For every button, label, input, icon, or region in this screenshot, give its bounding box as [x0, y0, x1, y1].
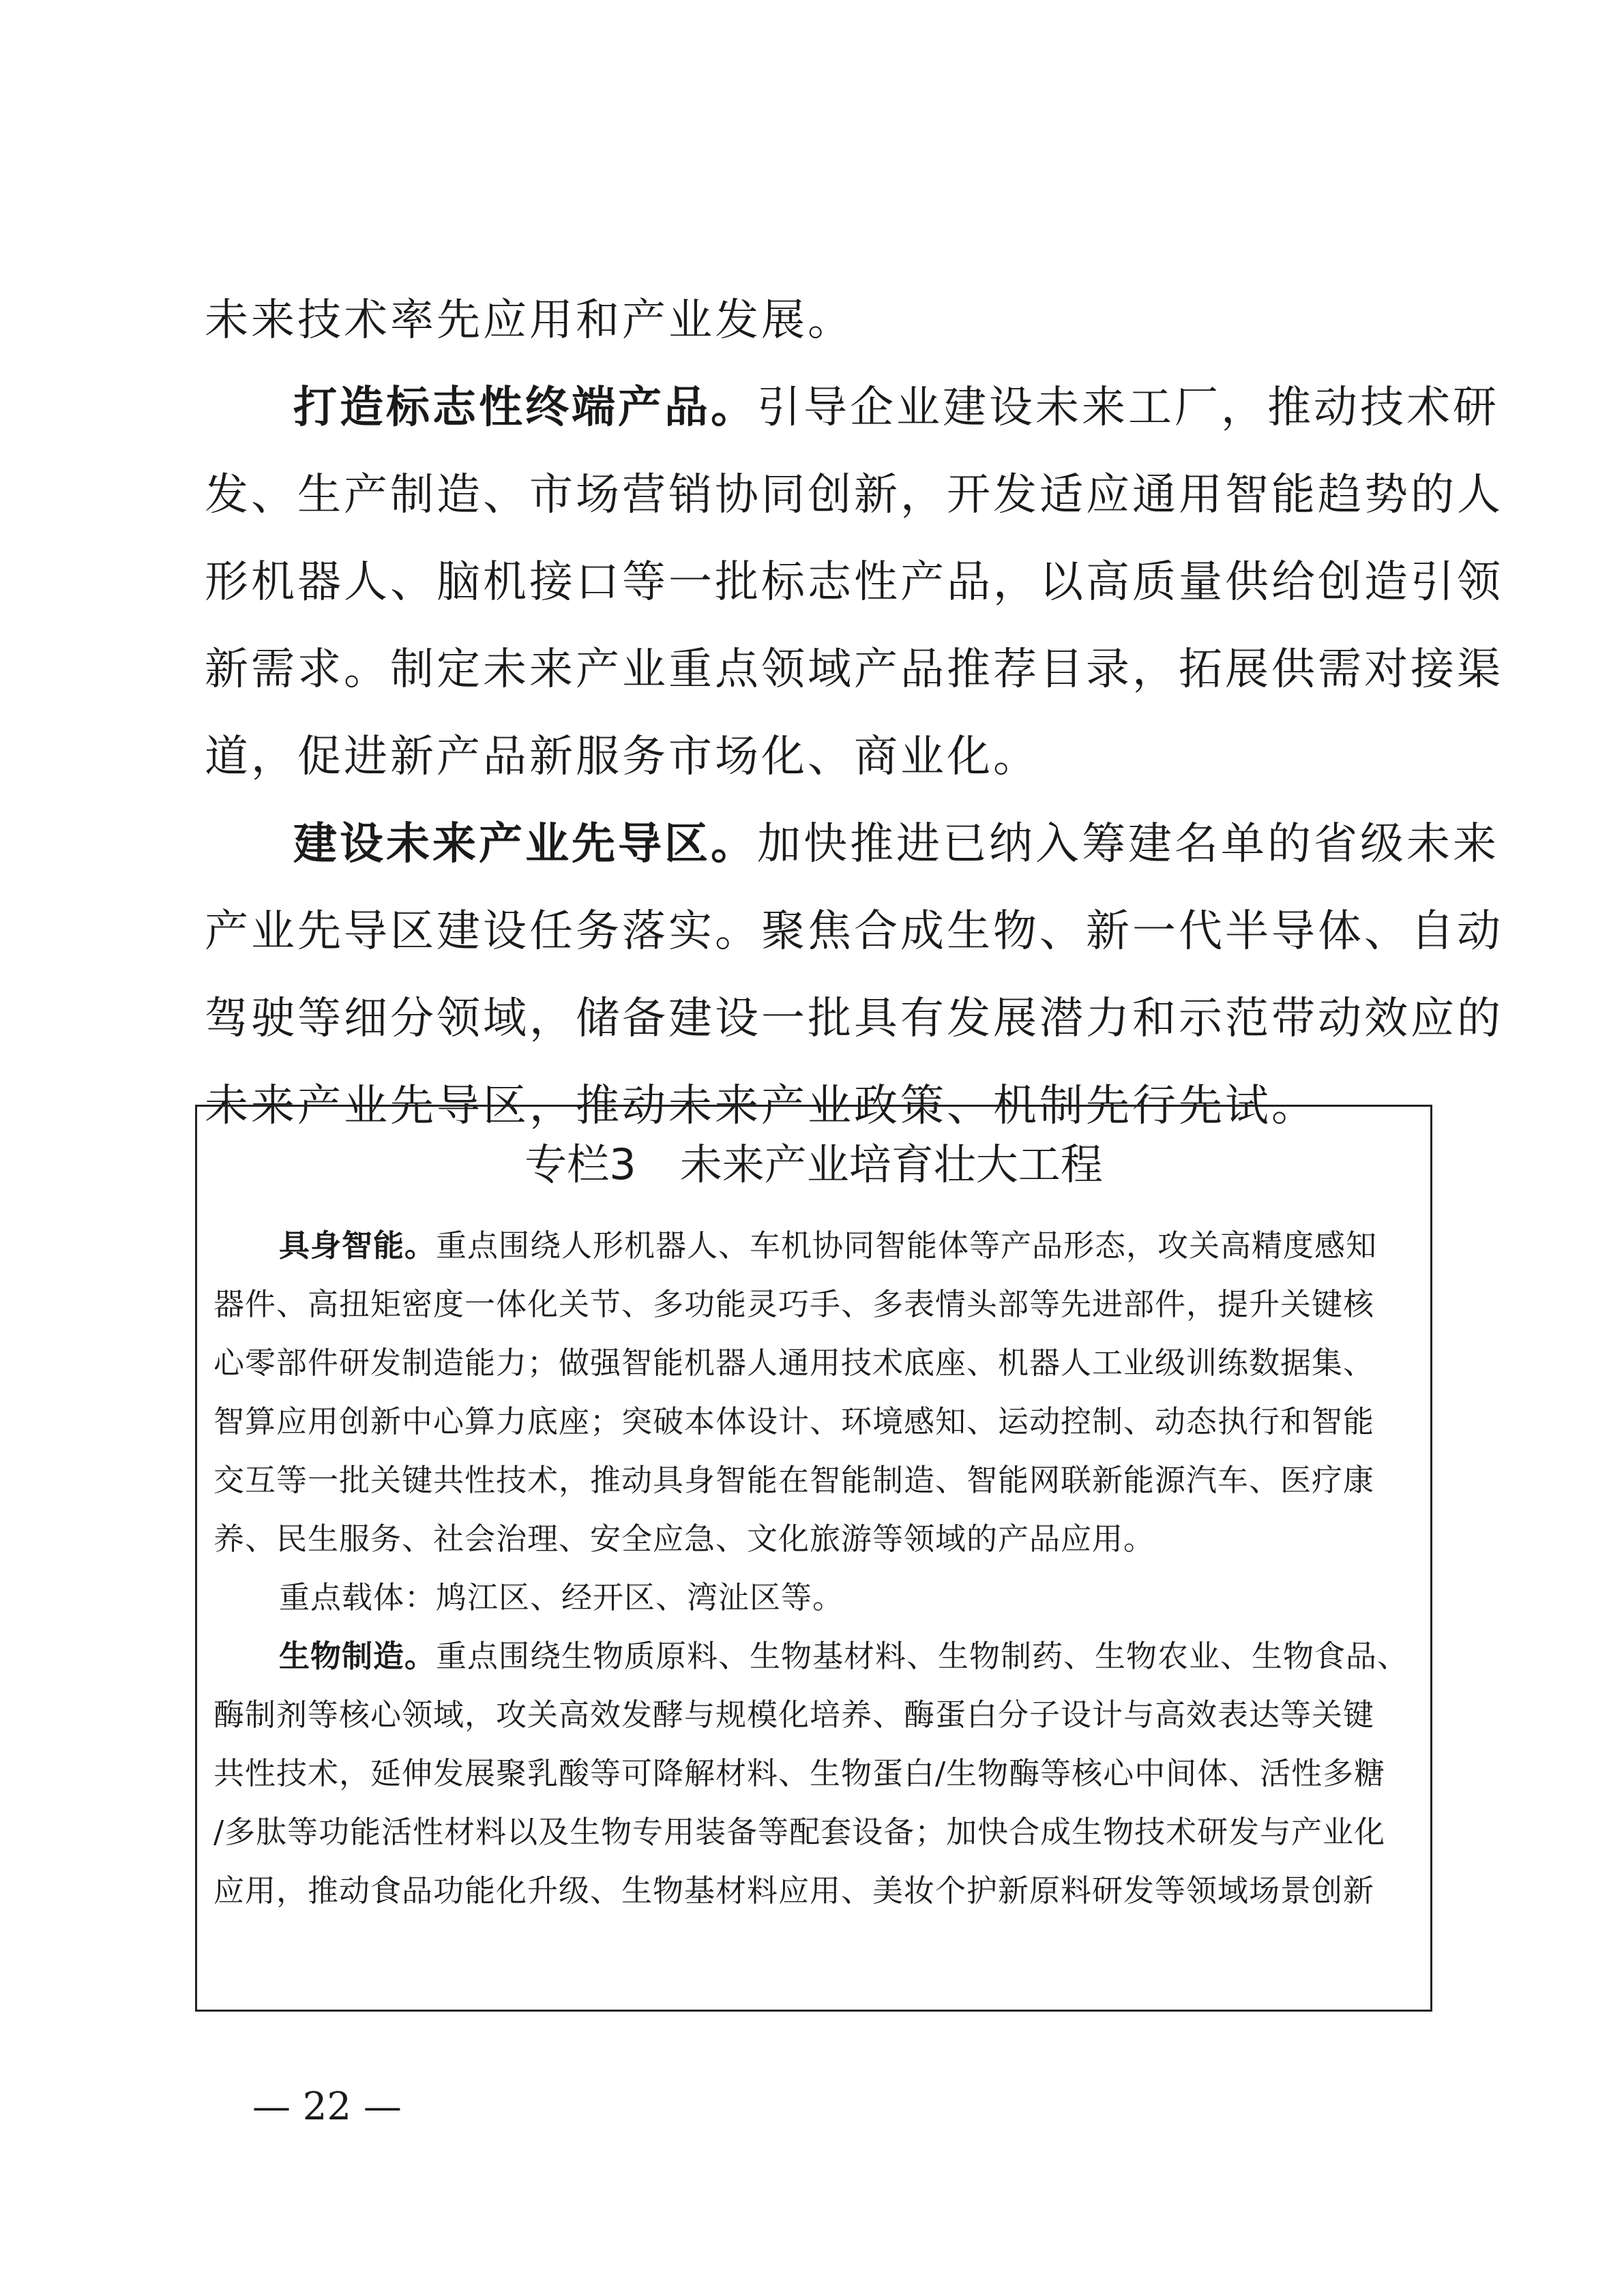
box-line: 应用，推动食品功能化升级、生物基材料应用、美妆个护新原料研发等领域场景创新	[213, 1873, 1375, 1909]
paragraph-heading: 打造标志性终端产品。	[293, 382, 757, 433]
paragraph-text: 引导企业建设未来工厂，推动技术研	[757, 383, 1499, 433]
column-number: 专栏3	[525, 1139, 636, 1189]
column-box	[195, 1105, 1432, 2012]
column-title	[197, 1139, 1430, 1190]
embodied-intelligence-paragraph	[213, 1225, 1482, 1266]
box-line: 心零部件研发制造能力；做强智能机器人通用技术底座、机器人工业级训练数据集、	[213, 1345, 1375, 1381]
body-line: 未来技术率先应用和产业发展。	[205, 295, 854, 346]
paragraph-text: 重点围绕人形机器人、车机协同智能体等产品形态，攻关高精度感知	[436, 1227, 1378, 1264]
paragraph-heading: 建设未来产业先导区。	[293, 818, 757, 869]
paragraph-terminal-products	[205, 382, 1513, 434]
body-line: 道，促进新产品新服务市场化、商业化。	[205, 732, 1039, 782]
body-line: 形机器人、脑机接口等一批标志性产品，以高质量供给创造引领	[205, 557, 1503, 608]
box-line: 器件、高扭矩密度一体化关节、多功能灵巧手、多表情头部等先进部件，提升关键核	[213, 1286, 1375, 1322]
bio-manufacturing-paragraph	[213, 1636, 1482, 1677]
body-line: 驾驶等细分领域，储备建设一批具有发展潜力和示范带动效应的	[205, 994, 1503, 1044]
box-line: 养、民生服务、社会治理、安全应急、文化旅游等领域的产品应用。	[213, 1521, 1155, 1557]
box-line: 智算应用创新中心算力底座；突破本体设计、环境感知、运动控制、动态执行和智能	[213, 1403, 1375, 1440]
key-carrier-line: 重点载体：鸠江区、经开区、湾沚区等。	[279, 1579, 844, 1615]
box-line: 交互等一批关键共性技术，推动具身智能在智能制造、智能网联新能源汽车、医疗康	[213, 1462, 1375, 1498]
box-line: 酶制剂等核心领域，攻关高效发酵与规模化培养、酶蛋白分子设计与高效表达等关键	[213, 1697, 1375, 1733]
paragraph-text: 加快推进已纳入筹建名单的省级未来	[757, 819, 1499, 869]
paragraph-pilot-zones	[205, 818, 1513, 870]
body-line: 新需求。制定未来产业重点领域产品推荐目录，拓展供需对接渠	[205, 644, 1503, 695]
page-number: — 22 —	[252, 2085, 402, 2129]
body-line: 产业先导区建设任务落实。聚焦合成生物、新一代半导体、自动	[205, 906, 1503, 957]
box-line: 共性技术，延伸发展聚乳酸等可降解材料、生物蛋白/生物酶等核心中间体、活性多糖	[213, 1755, 1386, 1791]
body-line: 未来产业先导区，推动未来产业政策、机制先行先试。	[205, 1081, 1318, 1131]
box-line: /多肽等功能活性材料以及生物专用装备等配套设备；加快合成生物技术研发与产业化	[213, 1814, 1386, 1850]
column-title-text: 未来产业培育壮大工程	[679, 1139, 1103, 1189]
paragraph-text: 重点围绕生物质原料、生物基材料、生物制药、生物农业、生物食品、	[436, 1638, 1409, 1674]
paragraph-heading: 具身智能。	[279, 1227, 437, 1264]
paragraph-heading: 生物制造。	[279, 1638, 437, 1674]
body-line: 发、生产制造、市场营销协同创新，开发适应通用智能趋势的人	[205, 470, 1503, 520]
